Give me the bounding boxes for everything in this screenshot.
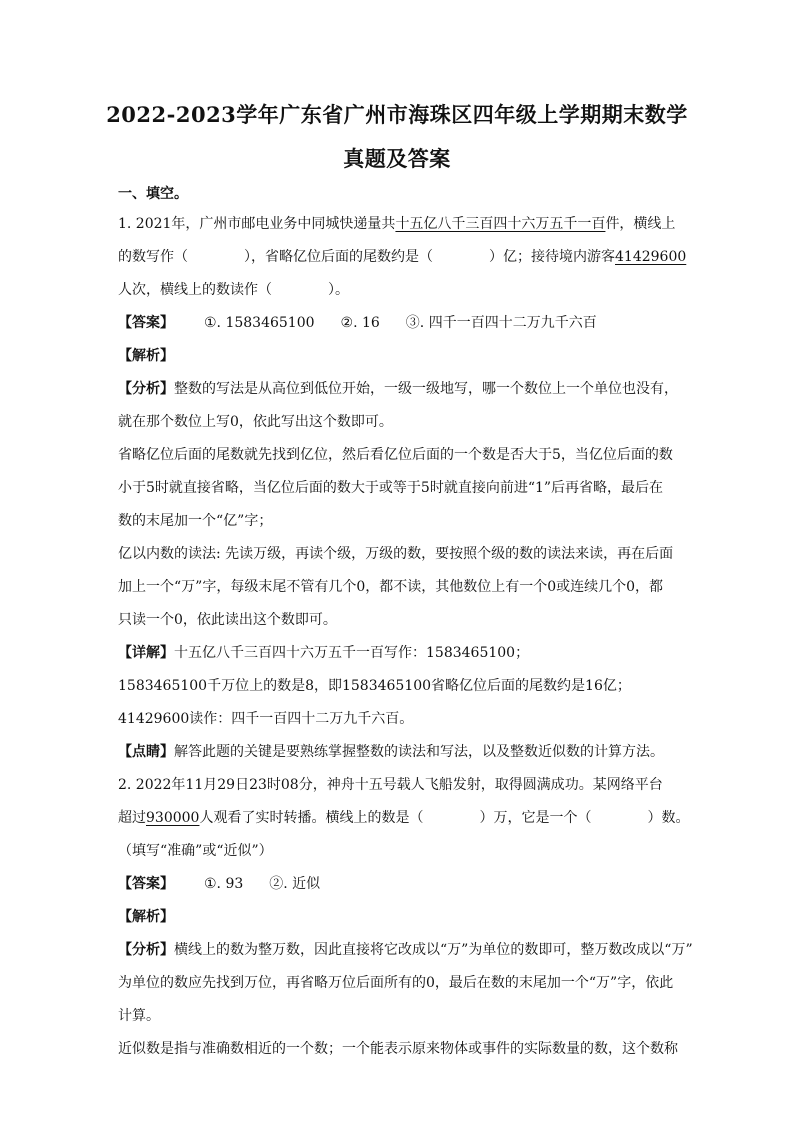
q1-line-1 [118, 214, 690, 234]
q1-line-2 [118, 247, 690, 267]
section-heading: 一、填空。 [118, 186, 188, 202]
q1-analysis-line: 就在那个数位上写0，依此写出这个数即可。 [118, 414, 393, 430]
answer-tag: 【答案】 [118, 315, 174, 331]
fenxi-tag: 【分析】 [118, 942, 174, 958]
q2-analysis-line [118, 940, 693, 960]
q1-analysis-line: 省略亿位后面的尾数就先找到亿位，然后看亿位后面的一个数是否大于5，当亿位后面的数 [118, 447, 673, 463]
document-title-line-2: 真题及答案 [343, 146, 451, 171]
q1-underlined-visitors: 41429600 [615, 249, 687, 265]
q1-text: 的数写作（ ），省略亿位后面的尾数约是（ ）亿；接待境内游客 [118, 249, 615, 265]
q1-detail-line [118, 643, 690, 663]
q1-analysis-line: 数的末尾加一个“亿”字； [118, 513, 273, 529]
answer-item: ①. 1583465100 [204, 315, 315, 331]
q2-analysis-line: 计算。 [118, 1008, 160, 1024]
answer-item: ②. 16 [340, 315, 380, 331]
fenxi-tag: 【分析】 [118, 381, 174, 397]
q1-underlined-number: 十五亿八千三百四十六万五千一百 [395, 216, 606, 232]
answer-item: ①. 93 [204, 876, 244, 892]
q1-detail-line: 1583465100千万位上的数是8，即1583465100省略亿位后面的尾数约是16亿； [118, 678, 631, 694]
analysis-text: 整数的写法是从高位到低位开始，一级一级地写，哪一个数位上一个单位也没有， [174, 381, 678, 397]
answer-tag: 【答案】 [118, 876, 174, 892]
q1-detail-line: 41429600读作：四千一百四十二万九千六百。 [118, 711, 414, 727]
dianjing-tag: 【点睛】 [118, 744, 174, 760]
q2-line-3: （填写“准确”或“近似”） [118, 843, 273, 859]
detail-text: 十五亿八千三百四十六万五千一百写作：1583465100； [174, 645, 530, 661]
answer-item: ②. 近似 [269, 876, 321, 892]
q1-analysis-line: 亿以内数的读法: 先读万级，再读个级，万级的数，要按照个级的数的读法来读，再在后面 [118, 546, 674, 562]
analysis-text: 横线上的数为整万数，因此直接将它改成以“万”为单位的数即可，整万数改成以“万” [174, 942, 693, 958]
q2-underlined-number: 930000 [146, 810, 200, 826]
q2-line-1: 2. 2022年11月29日23时08分，神舟十五号载人飞船发射，取得圆满成功。某网络平台 [118, 777, 663, 793]
document-title-line-1: 2022-2023学年广东省广州市海珠区四年级上学期期末数学 [106, 102, 688, 127]
answer-item: ③. 四千一百四十二万九千六百 [405, 315, 597, 331]
q1-line-3: 人次，横线上的数读作（ ）。 [118, 282, 349, 298]
q1-text: 件，横线上 [605, 216, 676, 232]
analysis-tag: 【解析】 [118, 909, 174, 925]
q1-text: 1. 2021年，广州市邮电业务中同城快递量共 [118, 216, 396, 232]
xiangjie-tag: 【详解】 [118, 645, 174, 661]
q1-analysis-line: 小于5时就直接省略，当亿位后面的数大于或等于5时就直接向前进“1”后再省略，最后在 [118, 480, 664, 496]
q2-text: 超过 [118, 810, 146, 826]
q1-answer [118, 313, 690, 333]
q1-analysis-line: 加上一个“万”字，每级末尾不管有几个0，都不读，其他数位上有一个0或连续几个0，都 [118, 579, 664, 595]
q2-analysis-line: 近似数是指与准确数相近的一个数；一个能表示原来物体或事件的实际数量的数，这个数称 [118, 1041, 678, 1057]
q2-analysis-line: 为单位的数应先找到万位，再省略万位后面所有的0，最后在数的末尾加一个“万”字，依此 [118, 975, 674, 991]
q1-analysis-line: 只读一个0，依此读出这个数即可。 [118, 612, 337, 628]
q2-text: 人观看了实时转播。横线上的数是（ ）万，它是一个（ ）数。 [199, 810, 690, 826]
dianjing-text: 解答此题的关键是要熟练掌握整数的读法和写法，以及整数近似数的计算方法。 [174, 744, 664, 760]
analysis-tag: 【解析】 [118, 348, 174, 364]
q2-line-2 [118, 808, 690, 828]
q1-dianjing-line [118, 742, 690, 762]
q1-analysis-line [118, 379, 690, 399]
q2-answer [118, 874, 690, 894]
